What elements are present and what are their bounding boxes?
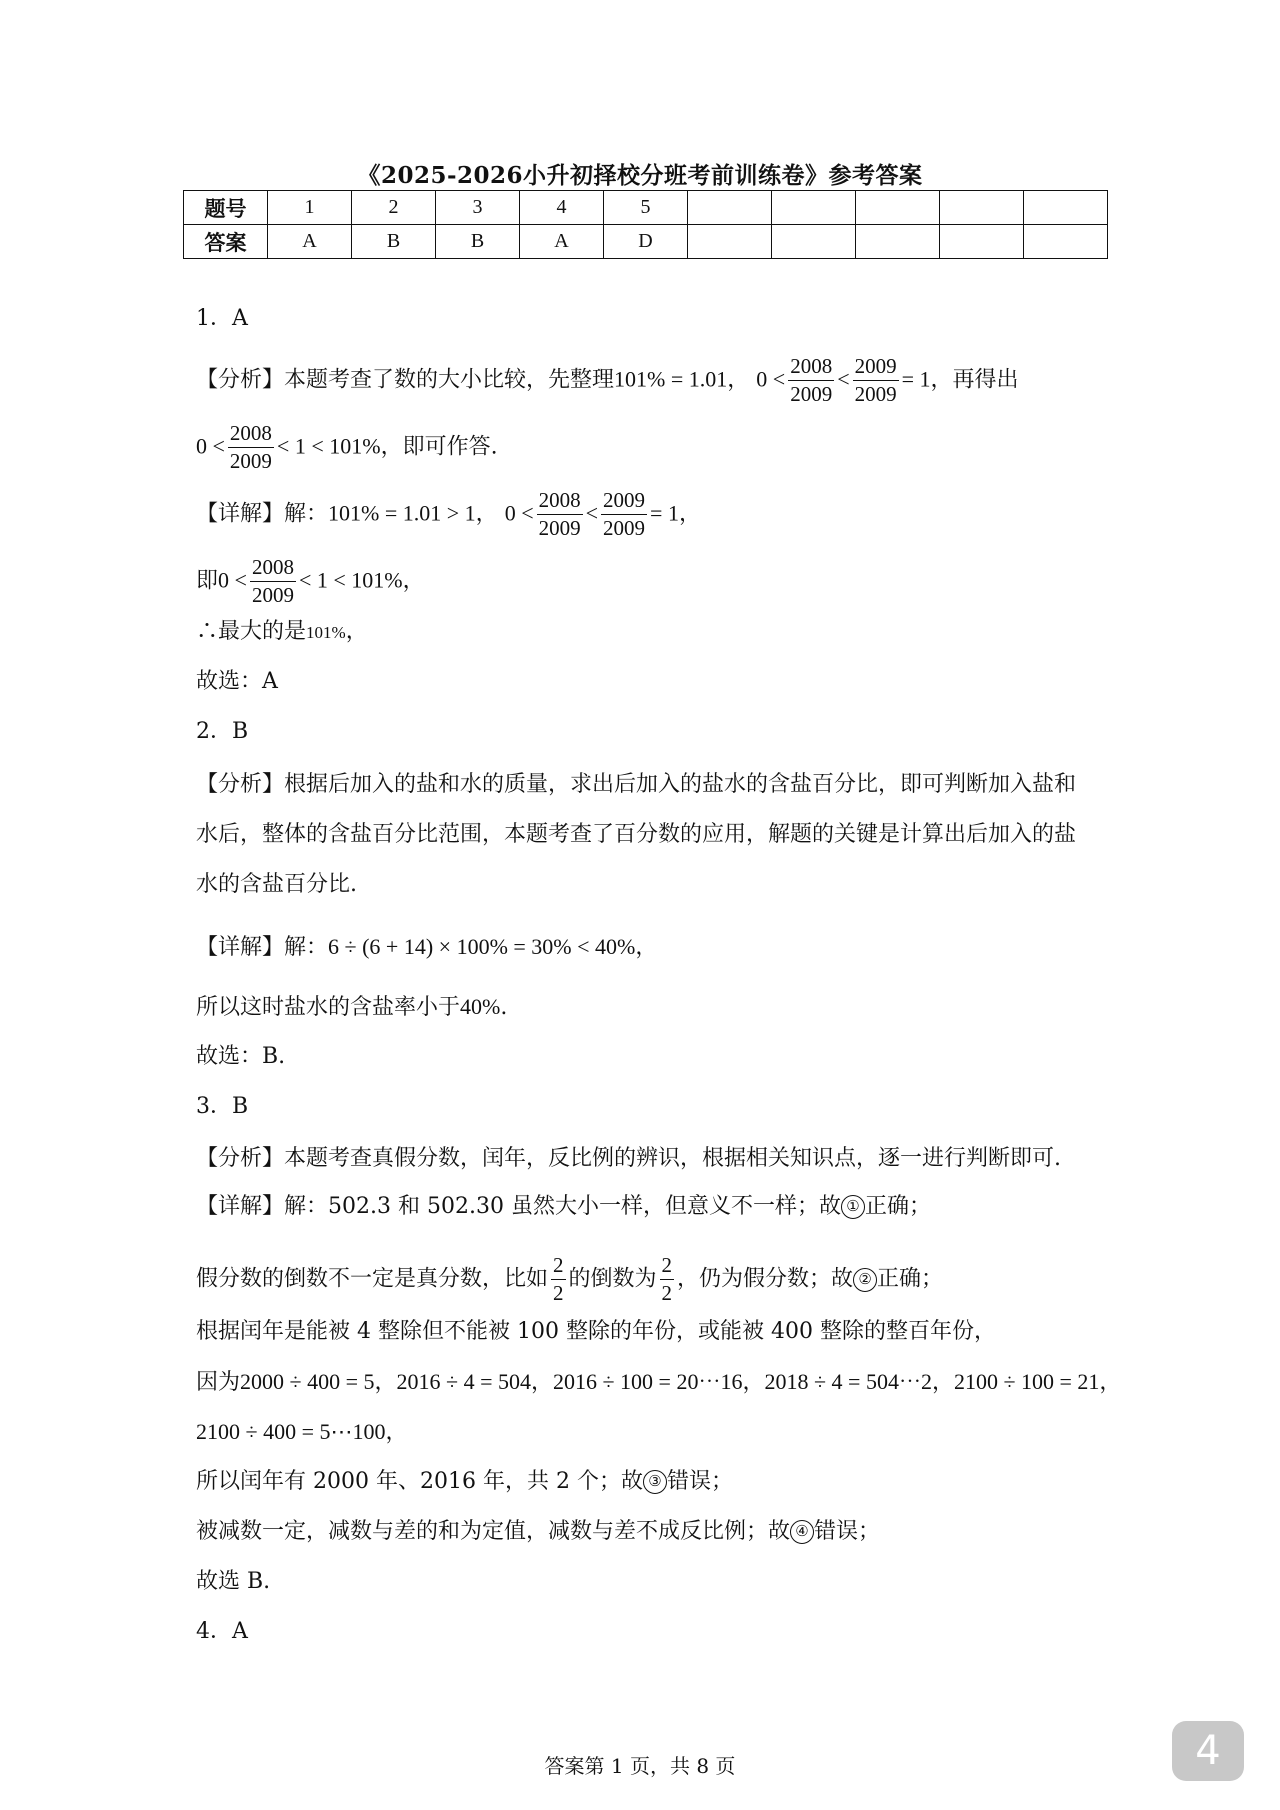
fraction-denominator: 2009 xyxy=(229,449,272,473)
analysis-label: 【分析】 xyxy=(196,1146,285,1171)
detail-text: 被减数一定，减数与差的和为定值，减数与差不成反比例；故 xyxy=(196,1519,791,1544)
q1-conclusion xyxy=(196,617,368,648)
separator: ， xyxy=(727,367,750,393)
q1-detail-cont xyxy=(196,554,425,609)
fraction-denominator: 2009 xyxy=(854,382,897,406)
fraction-numerator: 2009 xyxy=(601,487,647,515)
q2-heading: 2．B xyxy=(196,719,249,744)
fraction xyxy=(551,1252,566,1307)
analysis-label: 【分析】 xyxy=(196,367,285,393)
detail-text: 即 xyxy=(196,568,219,594)
math-expr: < xyxy=(585,500,599,526)
fraction xyxy=(250,554,296,609)
detail-text: 正确； xyxy=(864,1194,931,1219)
math-expr: 0 < xyxy=(218,567,247,593)
math-expr: 6 ÷ (6 + 14) × 100% = 30% < 40% xyxy=(328,934,636,959)
fraction xyxy=(660,1252,675,1307)
circled-number: ① xyxy=(841,1195,865,1219)
fraction-denominator: 2009 xyxy=(790,382,833,406)
table-cell: 1 xyxy=(268,191,352,225)
detail-text: 所以闰年有 2000 年、2016 年，共 2 个；故 xyxy=(196,1469,643,1494)
table-cell xyxy=(772,191,856,225)
q3-detail-line6 xyxy=(196,1467,733,1497)
detail-label: 【详解】 xyxy=(196,501,285,527)
detail-text: 因为 xyxy=(196,1370,241,1395)
fraction-denominator: 2009 xyxy=(251,583,294,607)
fraction-numerator: 2 xyxy=(660,1252,675,1280)
table-cell xyxy=(856,191,940,225)
table-row-numbers xyxy=(184,191,1108,225)
fraction xyxy=(601,487,647,542)
math-expr: 0 < xyxy=(504,500,534,526)
table-cell xyxy=(772,225,856,259)
analysis-text: ，即可作答. xyxy=(380,434,498,460)
table-cell xyxy=(1024,191,1108,225)
detail-text: 假分数的倒数不一定是真分数，比如 xyxy=(196,1266,549,1292)
separator: ， xyxy=(475,501,498,527)
math-expr: = 1 xyxy=(901,366,931,392)
table-cell: 2 xyxy=(352,191,436,225)
table-cell: 4 xyxy=(520,191,604,225)
table-cell: 5 xyxy=(604,191,688,225)
q2-detail xyxy=(196,932,657,963)
fraction xyxy=(788,353,834,408)
math-expr: < 1 < 101% xyxy=(276,433,381,459)
table-cell xyxy=(856,225,940,259)
q3-detail-line3: 根据闰年是能被 4 整除但不能被 100 整除的年份，或能被 400 整除的整百年份， xyxy=(196,1319,996,1344)
separator: ， xyxy=(635,935,658,960)
q3-detail-line5 xyxy=(196,1417,407,1448)
detail-text: 的倒数为 xyxy=(568,1266,657,1292)
analysis-text: 本题考查真假分数，闰年，反比例的辨识，根据相关知识点，逐一进行判断即可. xyxy=(284,1146,1062,1171)
detail-text: 解：502.3 和 502.30 虽然大小一样，但意义不一样；故 xyxy=(284,1194,841,1219)
fraction xyxy=(537,487,583,542)
q2-analysis-line2: 水后，整体的含盐百分比范围，本题考查了百分数的应用，解题的关键是计算出后加入的盐 xyxy=(196,822,1077,847)
q1-analysis-cont xyxy=(196,420,498,475)
q3-detail-line2 xyxy=(196,1252,943,1307)
fraction-denominator: 2009 xyxy=(603,516,646,540)
analysis-text: ，再得出 xyxy=(930,367,1019,393)
q3-analysis xyxy=(196,1144,1061,1174)
math-expr: < 1 < 101% xyxy=(298,567,403,593)
separator: ， xyxy=(345,619,368,644)
detail-text: 解： xyxy=(284,935,329,960)
fraction-numerator: 2 xyxy=(551,1252,566,1280)
detail-text: 错误； xyxy=(666,1469,733,1494)
math-expr: 40% xyxy=(460,994,501,1019)
detail-text: 错误； xyxy=(814,1519,881,1544)
table-cell: D xyxy=(604,225,688,259)
detail-label: 【详解】 xyxy=(196,1194,285,1219)
page-title: 《2025-2026小升初择校分班考前训练卷》参考答案 xyxy=(357,162,923,189)
fraction-numerator: 2008 xyxy=(537,487,583,515)
fraction-denominator: 2 xyxy=(661,1281,673,1305)
math-expr: 101% = 1.01 xyxy=(614,366,728,392)
fraction xyxy=(228,420,274,475)
circled-number: ③ xyxy=(643,1470,667,1494)
math-expr: 0 < xyxy=(196,433,225,459)
q1-analysis xyxy=(196,353,1019,408)
math-expr: 2100 ÷ 400 = 5⋯100， xyxy=(196,1419,408,1444)
q3-detail-line4 xyxy=(196,1367,1121,1398)
fraction-denominator: 2009 xyxy=(538,516,581,540)
analysis-label: 【分析】 xyxy=(196,772,285,797)
table-cell xyxy=(688,191,772,225)
row-header-answers: 答案 xyxy=(184,225,268,259)
math-expr: 101% = 1.01 > 1 xyxy=(328,500,476,526)
math-expr: 101% xyxy=(306,623,346,642)
row-header-numbers: 题号 xyxy=(184,191,268,225)
table-cell xyxy=(1024,225,1108,259)
math-expr: < xyxy=(837,366,850,392)
analysis-text: 本题考查了数的大小比较，先整理 xyxy=(284,367,615,393)
detail-text: ，仍为假分数；故 xyxy=(677,1266,854,1292)
fraction-numerator: 2008 xyxy=(228,420,274,448)
detail-text: 正确； xyxy=(877,1266,944,1292)
table-cell xyxy=(940,225,1024,259)
q2-choose: 故选：B. xyxy=(196,1044,286,1069)
table-cell: A xyxy=(268,225,352,259)
math-expr: 0 < xyxy=(756,366,786,392)
q2-so xyxy=(196,992,507,1023)
q3-detail xyxy=(196,1192,931,1222)
fraction-numerator: 2009 xyxy=(853,353,899,381)
detail-text: 解： xyxy=(284,501,329,527)
q3-heading: 3．B xyxy=(196,1094,249,1119)
math-expr: = 1 xyxy=(650,500,679,526)
fraction-numerator: 2008 xyxy=(788,353,834,381)
q1-heading: 1．A xyxy=(196,306,248,331)
table-row-answers xyxy=(184,225,1108,259)
circled-number: ④ xyxy=(790,1520,814,1544)
table-cell: B xyxy=(436,225,520,259)
q4-heading: 4．A xyxy=(196,1619,248,1644)
fraction xyxy=(853,353,899,408)
separator: ， xyxy=(402,568,425,594)
separator: ， xyxy=(678,501,701,527)
table-cell: B xyxy=(352,225,436,259)
q1-detail xyxy=(196,487,701,542)
circled-number: ② xyxy=(853,1268,877,1292)
fraction-numerator: 2008 xyxy=(250,554,296,582)
table-cell xyxy=(688,225,772,259)
detail-text: 所以这时盐水的含盐率小于 xyxy=(196,995,461,1020)
q2-analysis-line3: 水的含盐百分比. xyxy=(196,872,357,897)
page-footer: 答案第 1 页，共 8 页 xyxy=(544,1754,736,1778)
q3-choose: 故选 B. xyxy=(196,1569,271,1594)
detail-text: ∴最大的是 xyxy=(196,619,307,644)
table-cell: 3 xyxy=(436,191,520,225)
page-number-badge[interactable]: 4 xyxy=(1172,1721,1244,1781)
analysis-text: 根据后加入的盐和水的质量，求出后加入的盐水的含盐百分比，即可判断加入盐和 xyxy=(284,772,1077,797)
separator: . xyxy=(500,995,508,1020)
table-cell: A xyxy=(520,225,604,259)
table-cell xyxy=(940,191,1024,225)
q2-analysis xyxy=(196,770,1076,800)
detail-label: 【详解】 xyxy=(196,935,285,960)
fraction-denominator: 2 xyxy=(553,1281,564,1305)
answer-table xyxy=(183,190,1108,259)
q1-choose: 故选：A xyxy=(196,669,278,694)
q3-detail-line7 xyxy=(196,1517,880,1547)
math-expr: 2000 ÷ 400 = 5，2016 ÷ 4 = 504，2016 ÷ 100 = 20⋯16，2018 ÷ 4 = 504⋯2，2100 ÷ 100 = 21， xyxy=(240,1369,1122,1394)
